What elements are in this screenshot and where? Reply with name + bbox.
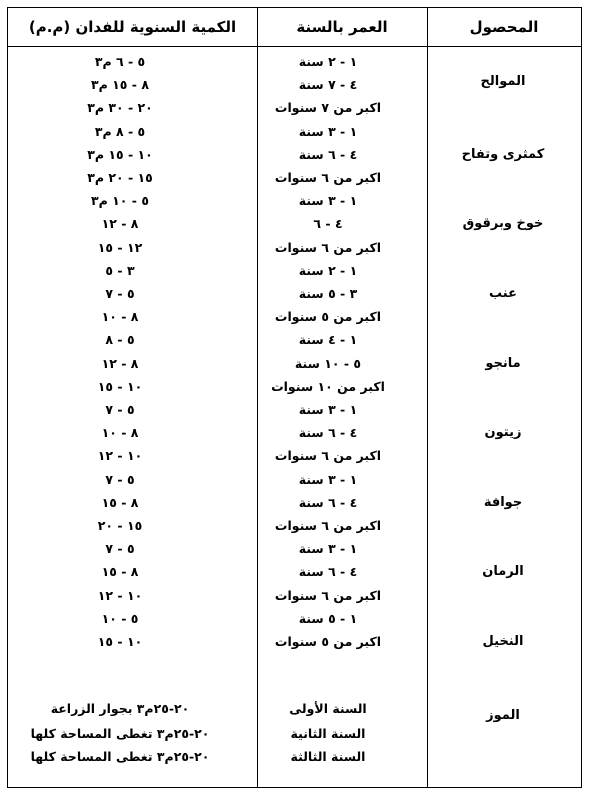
age-cell: ١ - ٢ سنة <box>298 262 358 278</box>
quantity-cell: ٥ - ٧ <box>105 471 135 487</box>
age-cell: ١ - ٣ سنة <box>298 193 358 209</box>
banana-quantity-cell: ٢٠-٢٥م٣ تغطى المساحة كلها <box>30 726 210 741</box>
quantity-cell: ٨ - ١٠ <box>101 425 139 441</box>
quantity-cell: ٥ - ٧ <box>105 541 135 557</box>
quantity-cell: ١٥ - ٢٠ <box>97 518 143 533</box>
banana-age-cell: السنة الثانية <box>290 726 366 741</box>
quantity-cell: ٨ - ١٥ <box>101 494 139 510</box>
age-cell: اكبر من ١٠ سنوات <box>271 378 385 394</box>
quantity-cell: ١٠ - ١٢ <box>97 587 143 603</box>
crop-name: كمثرى وتفاح <box>461 146 545 162</box>
age-cell: اكبر من ٧ سنوات <box>274 100 382 116</box>
banana-age-cell: السنة الأولى <box>289 701 367 716</box>
crop-name: جوافة <box>483 494 523 510</box>
age-cell: ٣ - ٥ سنة <box>298 286 358 301</box>
quantity-cell: ١٠ - ١٥ م٣ <box>87 146 153 162</box>
banana-age-cell: السنة الثالثة <box>290 749 366 764</box>
crop-name: عنب <box>489 286 517 301</box>
quantity-cell: ١٠ - ١٥ <box>97 634 143 649</box>
header-divider <box>8 46 581 47</box>
age-cell: اكبر من ٥ سنوات <box>274 309 382 325</box>
quantity-cell: ٥ - ٦ م٣ <box>94 54 146 69</box>
quantity-cell: ٨ - ١٢ <box>101 355 139 371</box>
quantity-cell: ٨ - ١٥ <box>101 564 139 580</box>
quantity-cell: ٥ - ١٠ <box>101 610 139 626</box>
age-cell: ٤ - ٦ سنة <box>298 425 358 441</box>
age-cell: ١ - ٣ سنة <box>298 402 358 417</box>
age-cell: ٤ - ٦ <box>313 216 343 232</box>
quantity-cell: ٣ - ٥ <box>105 262 135 278</box>
age-cell: ٤ - ٦ سنة <box>298 564 358 580</box>
crop-name: زيتون <box>484 425 522 441</box>
header-age: العمر بالسنة <box>296 18 388 36</box>
quantity-cell: ٢٠ - ٣٠ م٣ <box>87 100 153 116</box>
age-cell: اكبر من ٦ سنوات <box>274 518 382 533</box>
age-cell: ١ - ٣ سنة <box>298 471 358 487</box>
age-cell: ١ - ٣ سنة <box>298 541 358 557</box>
quantity-cell: ٨ - ١٢ <box>101 216 139 232</box>
quantity-cell: ١٠ - ١٥ <box>97 378 143 394</box>
irrigation-table <box>7 7 582 788</box>
banana-quantity-cell: ٢٠-٢٥م٣ بجوار الزراعة <box>50 701 190 716</box>
age-cell: ١ - ٤ سنة <box>298 332 358 348</box>
age-cell: ٤ - ٧ سنة <box>298 77 358 93</box>
quantity-cell: ١٥ - ٢٠ م٣ <box>87 170 153 185</box>
age-cell: اكبر من ٦ سنوات <box>274 448 382 464</box>
quantity-cell: ٥ - ٨ م٣ <box>94 123 146 139</box>
age-cell: اكبر من ٦ سنوات <box>274 239 382 255</box>
header-quantity: الكمية السنوية للفدان (م.م) <box>28 18 237 36</box>
crop-name: الموالح <box>480 74 526 90</box>
age-cell: ٥ - ١٠ سنة <box>294 355 362 371</box>
quantity-cell: ١٠ - ١٢ <box>97 448 143 464</box>
header-crop: المحصول <box>469 18 539 36</box>
age-cell: ١ - ٣ سنة <box>298 123 358 139</box>
crop-name: خوخ وبرقوق <box>462 216 544 232</box>
crop-name: الرمان <box>482 564 524 580</box>
age-cell: ٤ - ٦ سنة <box>298 494 358 510</box>
quantity-cell: ٥ - ١٠ م٣ <box>91 193 149 209</box>
age-cell: ١ - ٥ سنة <box>298 610 358 626</box>
crop-name: مانجو <box>485 355 521 371</box>
crop-name-banana: الموز <box>486 708 520 723</box>
age-cell: ١ - ٢ سنة <box>298 54 358 69</box>
age-cell: اكبر من ٦ سنوات <box>274 170 382 185</box>
quantity-cell: ٥ - ٧ <box>105 286 135 301</box>
banana-quantity-cell: ٢٠-٢٥م٣ تغطى المساحة كلها <box>30 749 210 764</box>
quantity-cell: ١٢ - ١٥ <box>97 239 143 255</box>
age-cell: ٤ - ٦ سنة <box>298 146 358 162</box>
quantity-cell: ٥ - ٧ <box>105 402 135 417</box>
quantity-cell: ٨ - ١٥ م٣ <box>91 77 149 93</box>
quantity-cell: ٨ - ١٠ <box>101 309 139 325</box>
age-cell: اكبر من ٥ سنوات <box>274 634 382 649</box>
age-cell: اكبر من ٦ سنوات <box>274 587 382 603</box>
quantity-cell: ٥ - ٨ <box>105 332 135 348</box>
crop-name: النخيل <box>482 634 524 649</box>
